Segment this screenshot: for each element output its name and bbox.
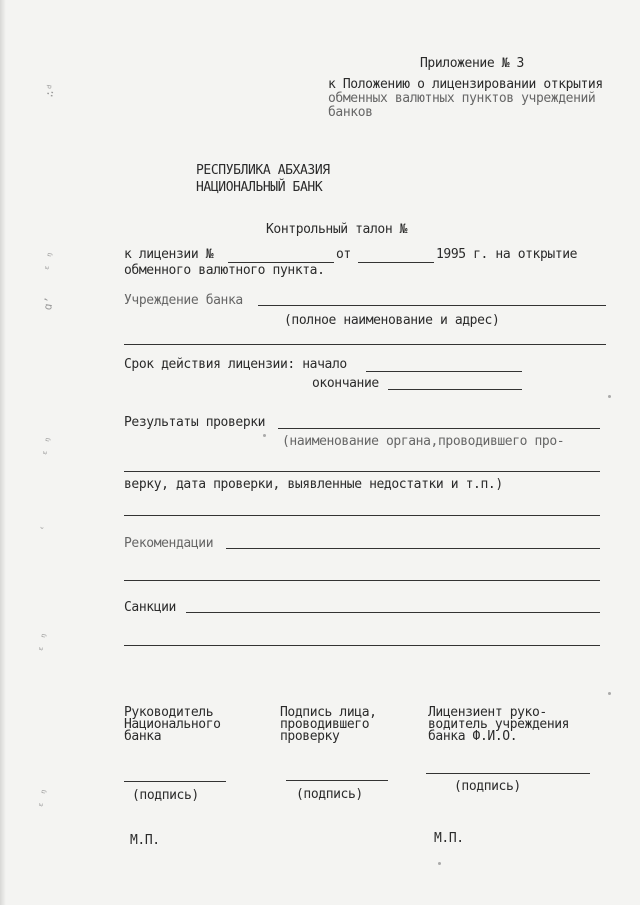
results-field-line2[interactable] [124,471,600,472]
scan-speck [608,692,611,695]
licensee-signatory-line: банка Ф.И.О. [428,729,518,744]
validity-start-field[interactable] [366,371,522,372]
head-signatory-line: Национального [124,717,221,732]
licensee-signatory-line: Лицензиент руко- [428,705,547,720]
institution-label: Учреждение банка [124,293,243,308]
license-year-text: 1995 г. на открытие [436,247,578,262]
scan-speck [438,862,441,865]
head-signatory-line: Руководитель [124,705,214,720]
bank-title: НАЦИОНАЛЬНЫЙ БАНК [196,180,323,195]
results-field-line3[interactable] [124,515,600,516]
inspector-signatory-line: Подпись лица, [280,705,377,720]
head-signature-hint: (подпись) [132,788,199,803]
inspector-signature-hint: (подпись) [296,787,363,802]
results-hint-continued: верку, дата проверки, выявленные недостатки и т.п.) [124,477,503,492]
recommendations-field[interactable] [226,548,600,549]
license-purpose-text: обменного валютного пункта. [124,263,325,278]
institution-field[interactable] [258,305,606,306]
institution-field-line2[interactable] [124,344,606,345]
document-title: Контрольный талон № [266,222,408,237]
licensee-signature-field[interactable] [426,773,590,774]
validity-end-field[interactable] [388,389,522,390]
margin-mark: ᵋ ᵑ [35,631,53,654]
scan-speck [263,434,266,437]
inspector-signatory-line: проводившего [280,717,370,732]
head-signature-field[interactable] [124,781,226,782]
results-label: Результаты проверки [124,415,266,430]
results-field[interactable] [278,428,600,429]
license-date-field[interactable] [358,262,434,263]
sanctions-field[interactable] [186,612,600,613]
license-from-label: от [336,247,351,262]
margin-mark: ʿ [38,524,53,533]
recommendations-label: Рекомендации [124,536,214,551]
sanctions-label: Санкции [124,600,176,615]
inspector-signature-field[interactable] [286,780,388,781]
validity-start-label: Срок действия лицензии: начало [124,357,347,372]
validity-end-label: окончание [312,376,379,391]
margin-mark: ᵋ ᵑ [35,787,53,810]
inspector-signatory-line: проверку [280,729,340,744]
seal-placeholder-licensee: М.П. [434,831,464,846]
head-signatory-line: банка [124,729,162,744]
margin-mark: ᵋ ᵑ [41,250,59,273]
licensee-signatory-line: водитель учреждения [428,717,570,732]
margin-mark: ∴ᵈ [43,82,59,99]
license-label: к лицензии № [124,247,214,262]
appendix-line: обменных валютных пунктов учреждений [328,91,596,106]
appendix-line: к Положению о лицензировании открытия [328,77,603,92]
recommendations-field-line2[interactable] [124,580,600,581]
licensee-signature-hint: (подпись) [454,779,521,794]
margin-mark: ᵋ ᵑ [39,435,57,458]
appendix-line: банков [328,105,373,120]
results-hint: (наименование органа,проводившего про- [282,434,565,449]
scan-speck [608,395,611,398]
republic-title: РЕСПУБЛИКА АБХАЗИЯ [196,163,330,178]
seal-placeholder-head: М.П. [130,833,160,848]
sanctions-field-line2[interactable] [124,645,600,646]
margin-mark: ɑʼ [41,295,57,312]
appendix-number: Приложение № 3 [420,56,524,71]
scan-edge-shadow [0,0,6,905]
institution-hint: (полное наименование и адрес) [284,313,500,328]
